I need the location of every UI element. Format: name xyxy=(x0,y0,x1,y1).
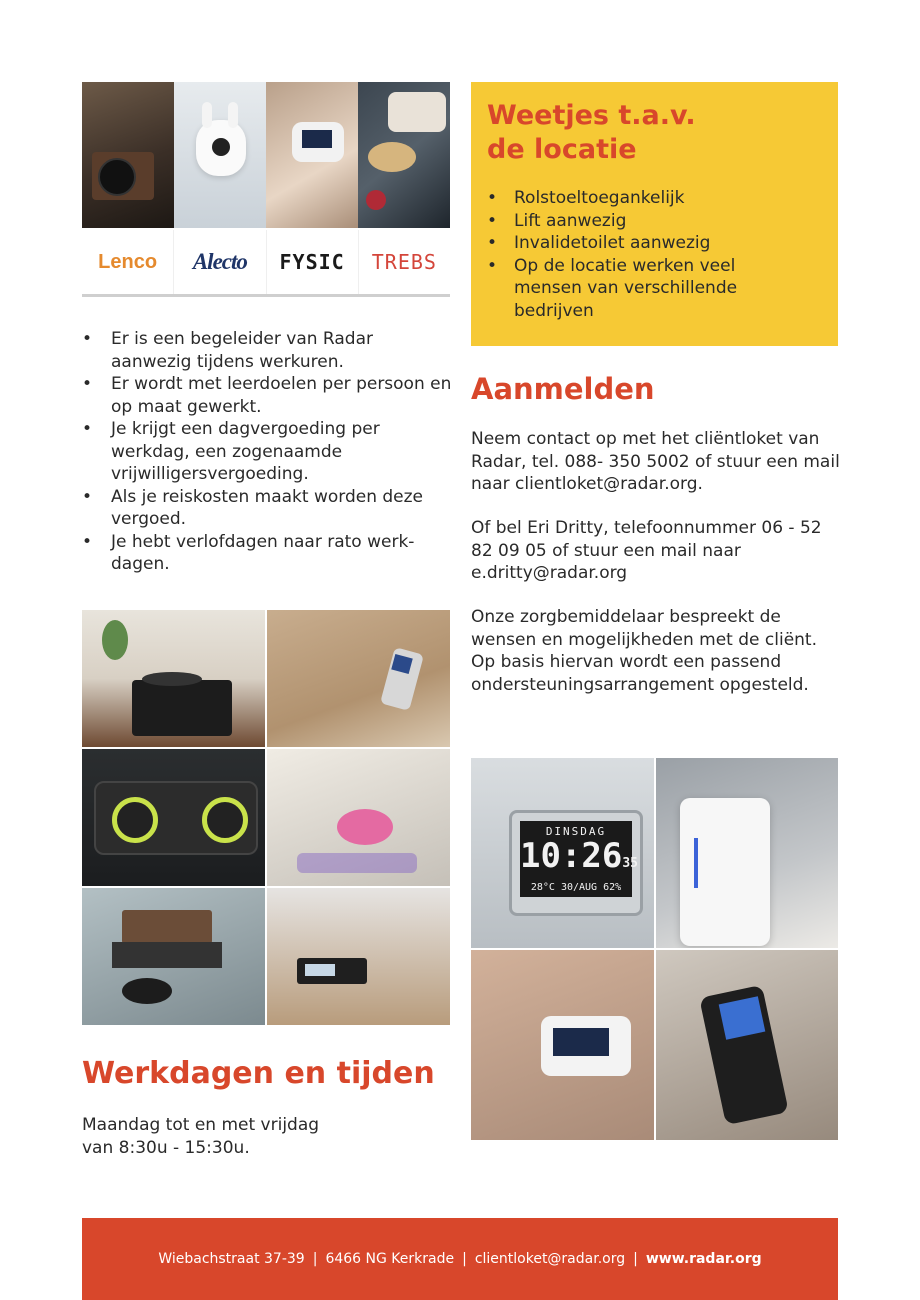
footer-postal: 6466 NG Kerkrade xyxy=(325,1251,455,1267)
photo-turntable xyxy=(82,610,265,747)
clock-screen xyxy=(520,821,639,897)
photo-alarm-clock xyxy=(267,888,450,1025)
list-item: • Als je reiskosten maakt worden deze vergoed. xyxy=(82,486,454,531)
werkdagen-text xyxy=(82,1114,442,1159)
werkdagen-hours: van 8:30u - 15:30u. xyxy=(82,1137,250,1158)
logo-fysic: FYSIC xyxy=(267,230,359,294)
list-item: • Lift aanwezig xyxy=(487,210,827,233)
photo-boombox xyxy=(82,749,265,886)
list-item: • Op de locatie werken veel mensen van verschillende bedrijven xyxy=(487,255,827,323)
benefits-list xyxy=(82,328,454,576)
clock-date: 28°C 30/AUG 62% xyxy=(530,882,622,893)
photo-waffle-maker xyxy=(358,82,450,228)
footer-separator: | xyxy=(633,1251,638,1267)
photo-humidifier xyxy=(656,758,839,948)
photo-record-player xyxy=(82,82,174,228)
list-item: • Je hebt verlofdagen naar rato werk-dagen. xyxy=(82,531,454,576)
photo-pulse-oximeter xyxy=(266,82,358,228)
footer-separator: | xyxy=(312,1251,318,1267)
logo-alecto: Alecto xyxy=(174,230,266,294)
photo-baby-camera xyxy=(174,82,266,228)
photo-mp3-player xyxy=(267,610,450,747)
aanmelden-paragraph-phone: Of bel Eri Dritty, telefoonnummer 06 - 52 82 09 05 of stuur een mail naar e.dritty@radar.org xyxy=(471,518,822,583)
brand-logo-row xyxy=(82,230,450,297)
photo-speaker-aux xyxy=(82,888,265,1025)
footer-separator: | xyxy=(462,1251,467,1267)
photo-cd-player-kids xyxy=(267,749,450,886)
weetjes-box xyxy=(471,82,838,346)
footer-website-link[interactable]: www.radar.org xyxy=(645,1251,762,1267)
brand-photo-strip xyxy=(82,82,450,228)
list-item: • Rolstoeltoegankelijk xyxy=(487,187,827,210)
weetjes-title-line1: Weetjes t.a.v. xyxy=(487,100,696,131)
footer-address: Wiebachstraat 37-39 xyxy=(158,1251,305,1267)
aanmelden-title: Aanmelden xyxy=(471,372,655,406)
footer-bar xyxy=(82,1218,838,1300)
werkdagen-title: Werkdagen en tijden xyxy=(82,1056,435,1091)
clock-device xyxy=(509,810,643,916)
weetjes-title-line2: de locatie xyxy=(487,134,637,165)
photo-senior-phone xyxy=(656,950,839,1140)
logo-lenco: Lenco xyxy=(82,230,174,294)
list-item: • Je krijgt een dagvergoeding per werkdag, een zogenaamde vrijwilligersvergoeding. xyxy=(82,418,454,486)
weetjes-list xyxy=(487,187,827,322)
logo-trebs: TREBS xyxy=(371,250,437,274)
list-item: • Invalidetoilet aanwezig xyxy=(487,232,827,255)
clock-time: 10:2635 xyxy=(520,836,639,876)
aanmelden-paragraph-info: Onze zorgbemiddelaar bespreekt de wensen en mogelijkheden met de cliënt. Op basis hiervan wordt een passend ondersteuningsarrangement opgesteld. xyxy=(471,607,817,695)
product-photo-grid-left xyxy=(82,610,450,1025)
weetjes-title xyxy=(487,99,696,167)
footer-email[interactable]: clientloket@radar.org xyxy=(474,1251,626,1267)
photo-pulse-oximeter-hand xyxy=(471,950,654,1140)
product-photo-grid-right xyxy=(471,758,838,1140)
photo-digital-clock xyxy=(471,758,654,948)
werkdagen-days: Maandag tot en met vrijdag xyxy=(82,1115,320,1135)
aanmelden-paragraph-contact: Neem contact op met het cliëntloket van Radar, tel. 088- 350 5002 of stuur een mail naar clientloket@radar.org. xyxy=(471,429,840,494)
list-item: • Er is een begeleider van Radar aanwezig tijdens werkuren. xyxy=(82,328,454,373)
list-item: • Er wordt met leerdoelen per persoon en op maat gewerkt. xyxy=(82,373,454,418)
clock-day: DINSDAG xyxy=(545,825,607,838)
